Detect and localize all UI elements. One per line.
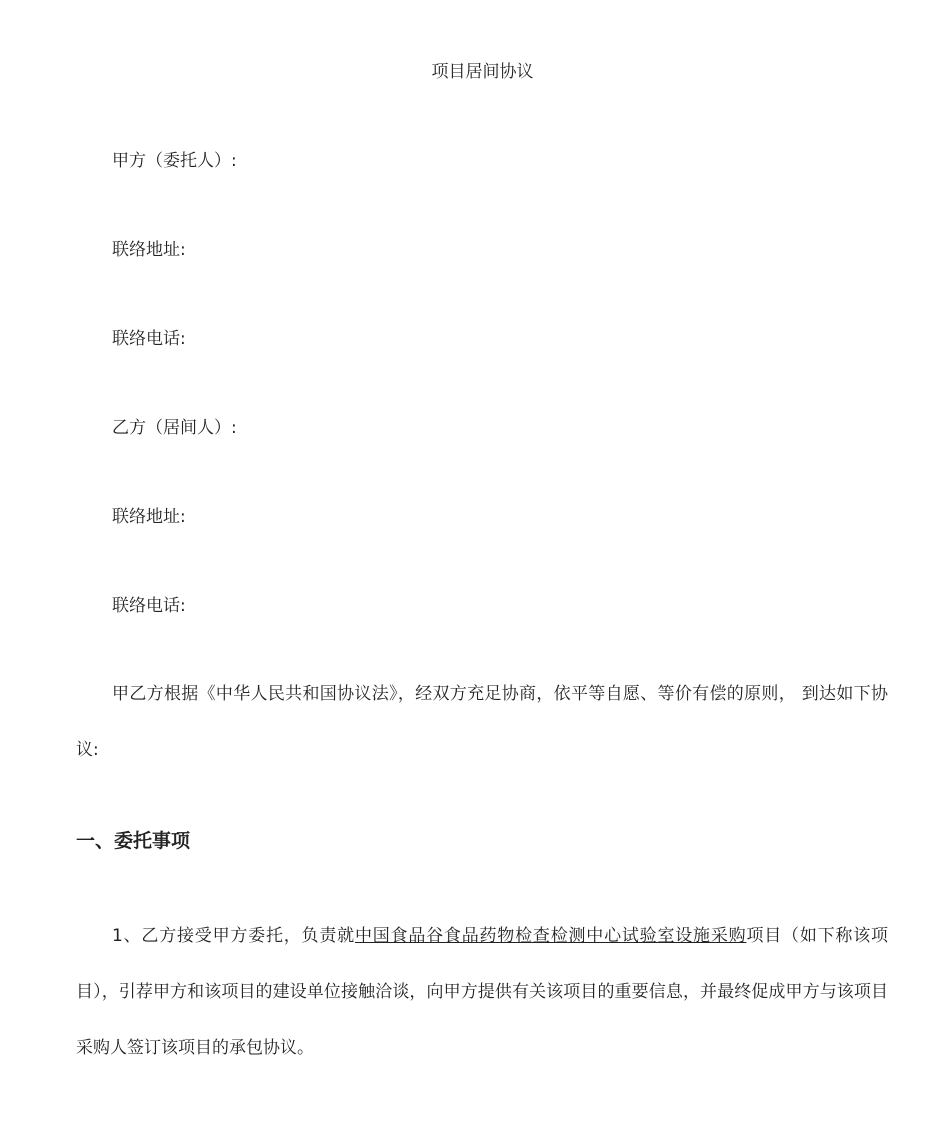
- party-a-address-label: 联络地址:: [112, 240, 186, 260]
- section-1-heading: 一、委托事项: [76, 830, 191, 852]
- section-1-clause-1: [76, 908, 888, 1076]
- party-b-phone-label: 联络电话:: [112, 596, 186, 616]
- party-a-phone-label: 联络电话:: [112, 329, 186, 349]
- clause-1-prefix: 1、乙方接受甲方委托，负责就: [112, 926, 355, 946]
- party-b-label: 乙方（居间人）:: [112, 418, 237, 438]
- clause-1-suffix: 项目（如下称该项目），引荐甲方和该项目的建设单位接触洽谈，向甲方提供有关该项目的重要信息，并最终促成甲方与该项目采购人签订该项目的承包协议。: [76, 926, 889, 1058]
- document-title: 项目居间协议: [431, 62, 534, 82]
- party-a-label: 甲方（委托人）:: [112, 151, 237, 171]
- preamble-paragraph: 甲乙方根据《中华人民共和国协议法》，经双方充足协商，依平等自愿、等价有偿的原则， 到达如下协议:: [76, 684, 888, 760]
- clause-1-project-name: 中国食品谷食品药物检查检测中心试验室设施采购: [354, 926, 747, 946]
- party-b-address-label: 联络地址:: [112, 507, 186, 527]
